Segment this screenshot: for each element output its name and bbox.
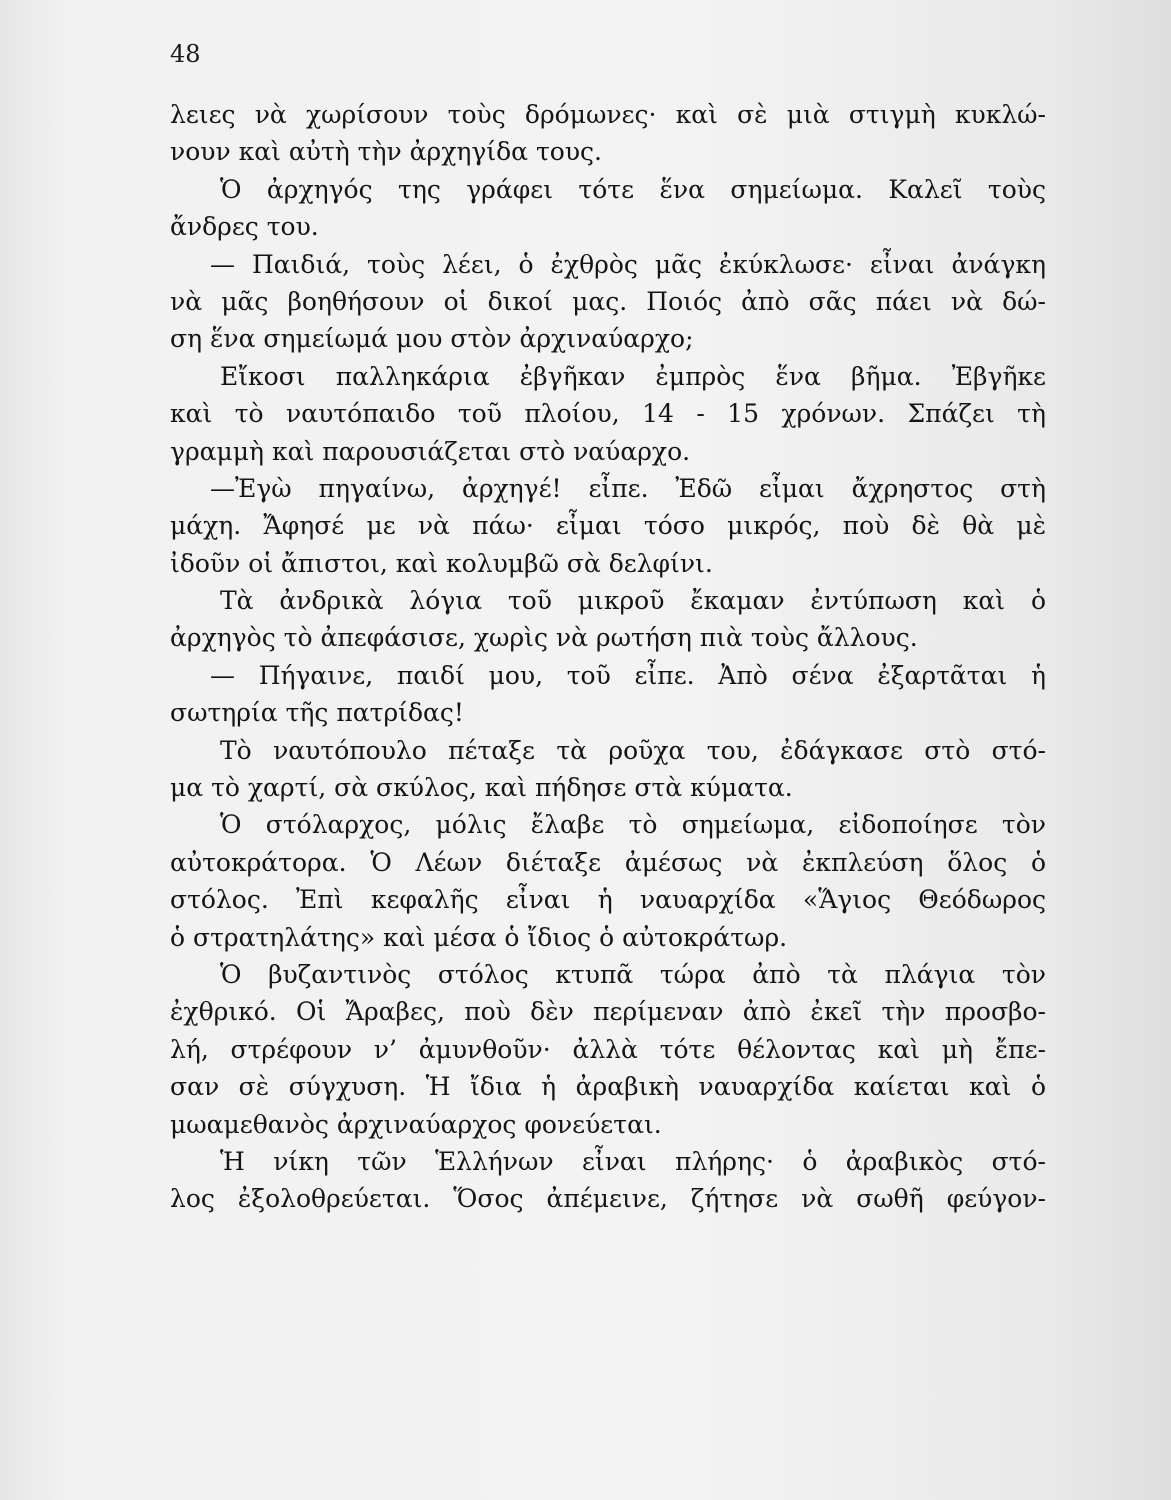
text-line: μάχη. Ἄφησέ με νὰ πάω· εἶμαι τόσο μικρός, ποὺ δὲ θὰ μὲ [170, 511, 1046, 541]
text-line: — Παιδιά, τοὺς λέει, ὁ ἐχθρὸς μᾶς ἐκύκλωσε· εἶναι ἀνάγκη [210, 249, 1046, 279]
text-line: Εἴκοσι παλληκάρια ἐβγῆκαν ἐμπρὸς ἕνα βῆμα. Ἐβγῆκε [220, 361, 1046, 391]
text-line: νουν καὶ αὐτὴ τὴν ἀρχηγίδα τους. [170, 137, 602, 167]
text-line: καὶ τὸ ναυτόπαιδο τοῦ πλοίου, 14 - 15 χρόνων. Σπάζει τὴ [170, 399, 1046, 429]
text-line: Ὁ ἀρχηγός της γράφει τότε ἕνα σημείωμα. Καλεῖ τοὺς [220, 174, 1046, 204]
text-line: —Ἐγὼ πηγαίνω, ἀρχηγέ! εἶπε. Ἐδῶ εἶμαι ἄχρηστος στὴ [210, 473, 1046, 503]
text-line: Ὁ στόλαρχος, μόλις ἔλαβε τὸ σημείωμα, εἰδοποίησε τὸν [220, 810, 1046, 840]
text-line: αὐτοκράτορα. Ὁ Λέων διέταξε ἀμέσως νὰ ἐκπλεύση ὅλος ὁ [170, 847, 1046, 877]
text-line: νὰ μᾶς βοηθήσουν οἱ δικοί μας. Ποιός ἀπὸ σᾶς πάει νὰ δώ- [170, 286, 1046, 316]
text-line: μωαμεθανὸς ἀρχιναύαρχος φονεύεται. [170, 1109, 662, 1139]
text-line: γραμμὴ καὶ παρουσιάζεται στὸ ναύαρχο. [170, 436, 691, 466]
text-line: λή, στρέφουν ν’ ἀμυνθοῦν· ἀλλὰ τότε θέλοντας καὶ μὴ ἔπε- [170, 1034, 1046, 1064]
text-line: ἄνδρες του. [170, 212, 319, 242]
text-line: Ὁ βυζαντινὸς στόλος κτυπᾶ τώρα ἀπὸ τὰ πλάγια τὸν [220, 959, 1046, 989]
text-line: σαν σὲ σύγχυση. Ἡ ἴδια ἡ ἀραβικὴ ναυαρχίδα καίεται καὶ ὁ [170, 1072, 1046, 1102]
text-line: — Πήγαινε, παιδί μου, τοῦ εἶπε. Ἀπὸ σένα ἐξαρτᾶται ἡ [210, 660, 1046, 690]
text-line: ση ἕνα σημείωμά μου στὸν ἀρχιναύαρχο; [170, 324, 694, 354]
text-line: ὁ στρατηλάτης» καὶ μέσα ὁ ἴδιος ὁ αὐτοκράτωρ. [170, 922, 788, 952]
text-line: ἰδοῦν οἱ ἄπιστοι, καὶ κολυμβῶ σὰ δελφίνι. [170, 548, 713, 578]
text-line: Τὸ ναυτόπουλο πέταξε τὰ ροῦχα του, ἐδάγκασε στὸ στό- [220, 735, 1046, 765]
text-line: Ἡ νίκη τῶν Ἑλλήνων εἶναι πλήρης· ὁ ἀραβικὸς στό- [220, 1146, 1046, 1176]
text-line: λος ἐξολοθρεύεται. Ὅσος ἀπέμεινε, ζήτησε νὰ σωθῆ φεύγον- [170, 1184, 1046, 1214]
text-line: λειες νὰ χωρίσουν τοὺς δρόμωνες· καὶ σὲ μιὰ στιγμὴ κυκλώ- [170, 100, 1046, 129]
body-text [170, 96, 1046, 1218]
text-line: στόλος. Ἐπὶ κεφαλῆς εἶναι ἡ ναυαρχίδα «Ἅγιος Θεόδωρος [170, 885, 1046, 915]
text-line: σωτηρία τῆς πατρίδας! [170, 698, 464, 728]
text-line: ἐχθρικό. Οἱ Ἄραβες, ποὺ δὲν περίμεναν ἀπὸ ἐκεῖ τὴν προσβο- [170, 997, 1046, 1027]
text-line: Τὰ ἀνδρικὰ λόγια τοῦ μικροῦ ἔκαμαν ἐντύπωση καὶ ὁ [220, 586, 1046, 616]
text-line: ἀρχηγὸς τὸ ἀπεφάσισε, χωρὶς νὰ ρωτήση πιὰ τοὺς ἄλλους. [170, 623, 918, 653]
text-line: μα τὸ χαρτί, σὰ σκύλος, καὶ πήδησε στὰ κύματα. [170, 773, 793, 803]
page-number: 48 [170, 40, 201, 68]
